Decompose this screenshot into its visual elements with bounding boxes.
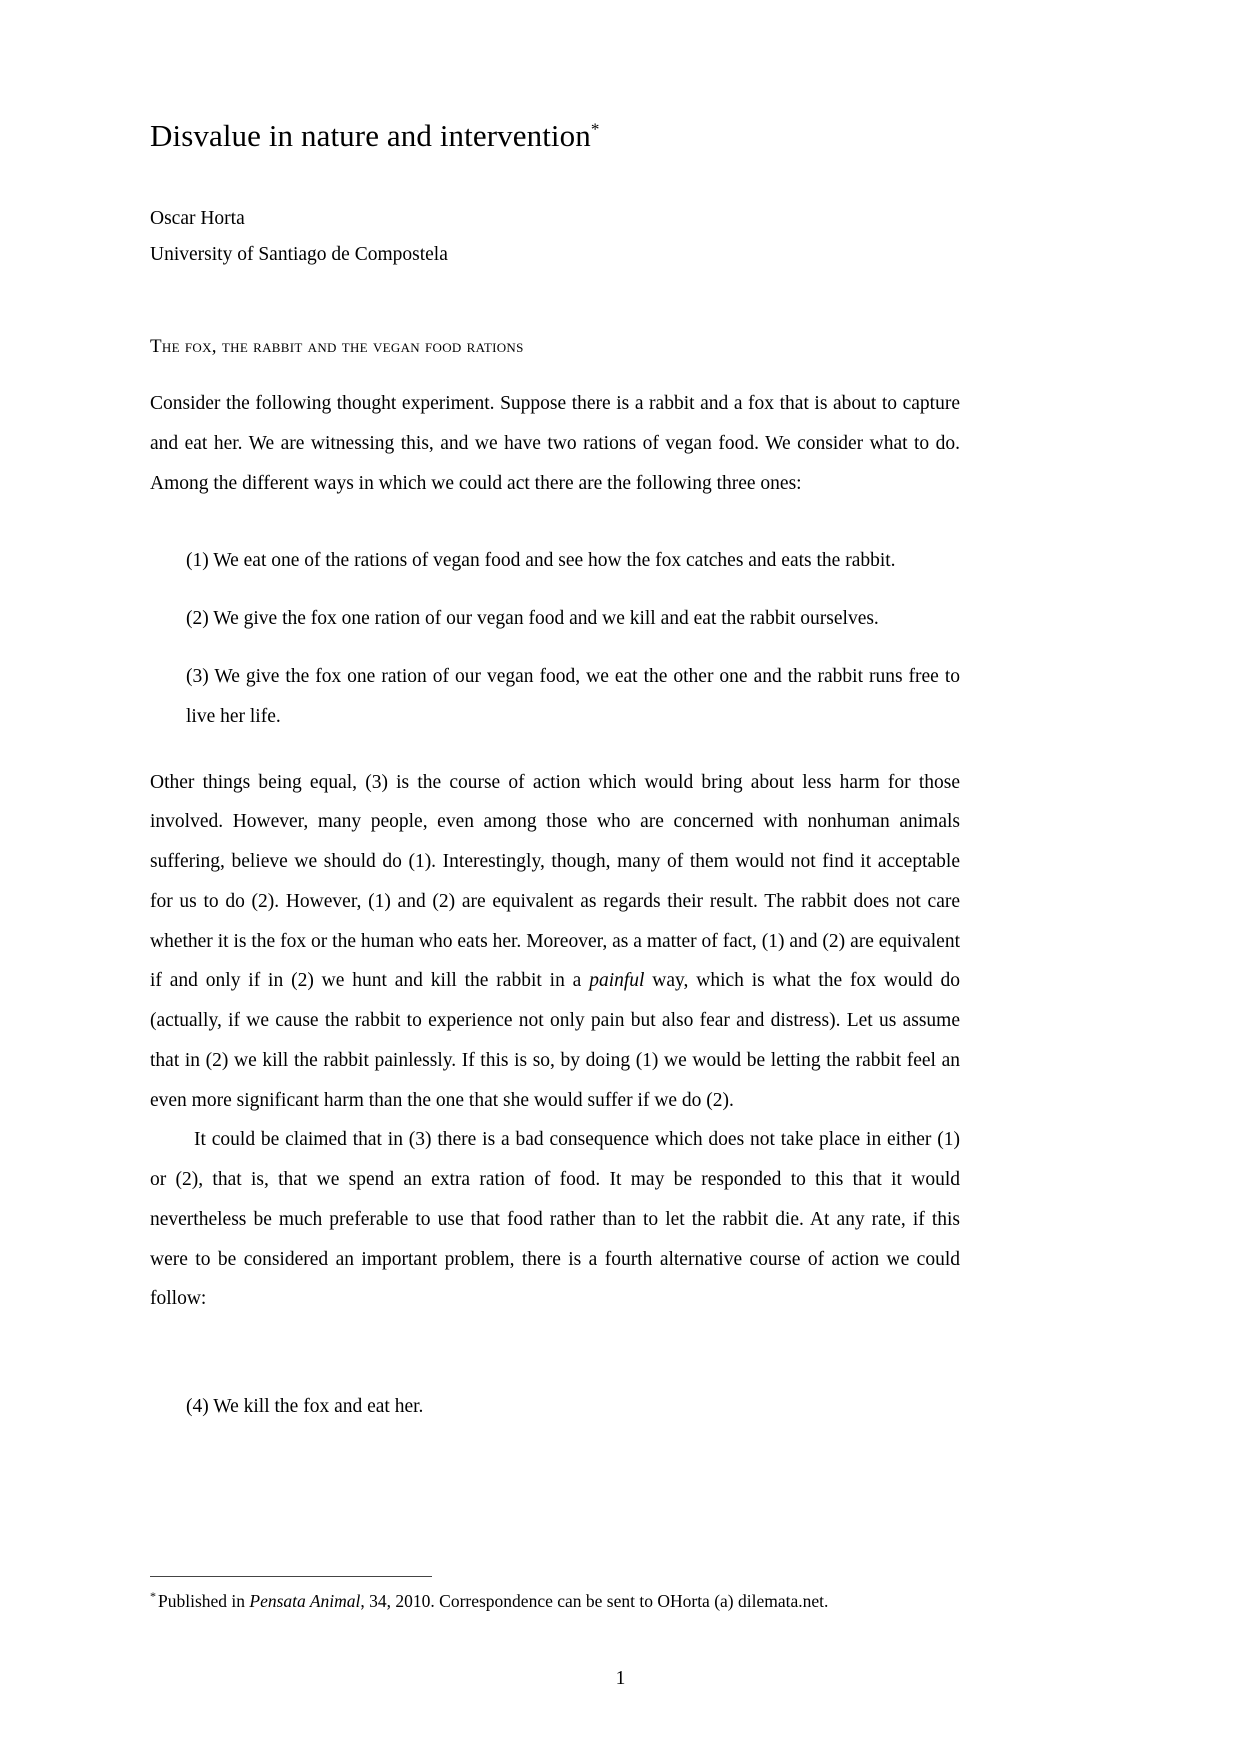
emphasis-painful: painful (589, 970, 645, 992)
page-content (150, 0, 960, 1427)
page-title (150, 0, 960, 154)
page-number: 1 (615, 1668, 626, 1689)
list-item-option-3: (3) We give the fox one ration of our vegan food, we eat the other one and the rabbit runs free to live her life. (186, 666, 960, 727)
title-footnote-marker: * (590, 119, 600, 139)
discussion-text-a: Other things being equal, (3) is the course of action which would bring about less harm for those involved. However, many people, even among those who are concerned with nonhuman animals suffering, believe we should do (1). Interestingly, though, many of them would not find it acceptable for us to do (2). However, (1) and (2) are equivalent as regards their result. The rabbit does not care whether it is the fox or the human who eats her. Moreover, as a matter of fact, (1) and (2) are equivalent if and only if in (2) we hunt and kill the rabbit in a (150, 771, 960, 992)
discussion-text-b: way, which is what the fox would do (actually, if we cause the rabbit to experience not only pain but also fear and distress). Let us assume that in (2) we kill the rabbit painlessly. If this is so, by doing (1) we would be letting the rabbit feel an even more significant harm than the one that she would suffer if we do (2). (150, 970, 961, 1111)
footnote-marker: * (150, 1589, 156, 1604)
author-block (150, 201, 960, 274)
paragraph-intro: Consider the following thought experiment. Suppose there is a rabbit and a fox that is about to capture and eat her. We are witnessing this, and we have two rations of vegan food. We consider what to do. Among the different ways in which we could act there are the following three ones: (150, 393, 960, 494)
list-item-option-4: (4) We kill the fox and eat her. (186, 1396, 424, 1418)
list-item-option-2: (2) We give the fox one ration of our vegan food and we kill and eat the rabbit ourselves. (186, 608, 879, 630)
list-item-option-1: (1) We eat one of the rations of vegan food and see how the fox catches and eats the rabbit. (186, 550, 896, 572)
footnote-text-after: , 34, 2010. Correspondence can be sent to OHorta (a) dilemata.net. (360, 1591, 829, 1611)
paragraph-discussion-1 (150, 737, 960, 1121)
footnote-journal-title: Pensata Animal (249, 1591, 361, 1611)
footnote-text (150, 1589, 960, 1614)
page-title-text: Disvalue in nature and intervention (150, 118, 591, 153)
footnote-separator-rule (150, 1576, 432, 1577)
footnote-area (150, 1576, 960, 1614)
footnote-text-before: Published in (158, 1591, 250, 1611)
author-affiliation: University of Santiago de Compostela (150, 243, 448, 265)
author-name: Oscar Horta (150, 207, 245, 229)
options-list-second (150, 1319, 960, 1427)
paragraph-discussion-2: It could be claimed that in (3) there is a bad consequence which does not take place in either (1) or (2), that is, that we spend an extra ration of food. It may be responded to this that it would nevertheless be much preferable to use that food rather than to let the rabbit die. At any rate, if this were to be considered an important problem, there is a fourth alternative course of action we could follow: (150, 1129, 960, 1310)
options-list-first (150, 503, 960, 736)
section-heading: The fox, the rabbit and the vegan food rations (150, 336, 524, 358)
